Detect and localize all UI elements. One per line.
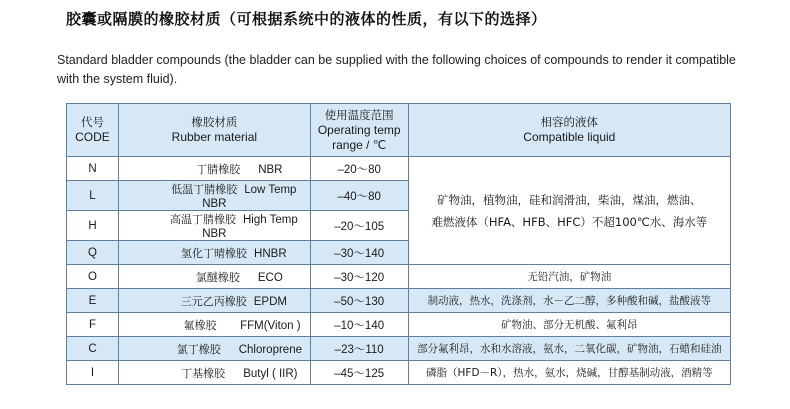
row-material-en: Butyl ( IIR)	[243, 367, 298, 380]
row-range: –45～125	[310, 361, 408, 385]
row-material-en: Low Temp NBR	[202, 184, 297, 210]
row-code: N	[67, 157, 119, 181]
table-row	[67, 157, 731, 181]
row-material-en: ECO	[257, 271, 283, 284]
row-material	[118, 181, 310, 211]
row-liquid: 无铅汽油，矿物油	[408, 265, 730, 289]
table-row	[67, 337, 731, 361]
row-range: –30～120	[310, 265, 408, 289]
header-material-en: Rubber material	[171, 130, 258, 144]
row-range: –40～80	[310, 181, 408, 211]
row-liquid: 矿物油、部分无机酸、氟利昂	[408, 313, 730, 337]
table-row	[67, 289, 731, 313]
compound-table	[66, 103, 731, 385]
row-material-cn: 丁腈橡胶	[196, 162, 241, 176]
shared-liquid-cell	[408, 157, 730, 265]
header-code	[67, 104, 119, 157]
row-code: F	[67, 313, 119, 337]
table-row	[67, 361, 731, 385]
header-temp	[310, 104, 408, 157]
header-temp-cn: 使用温度范围	[324, 107, 394, 122]
header-material	[118, 104, 310, 157]
header-code-cn: 代号	[80, 115, 104, 129]
header-liquid-cn: 相容的液体	[540, 115, 599, 129]
row-range: –20～80	[310, 157, 408, 181]
row-code: C	[67, 337, 119, 361]
row-material-cn: 氢化丁晴橡胶	[181, 246, 248, 260]
row-material-cn: 高温丁腈橡胶	[169, 213, 236, 226]
header-code-en: CODE	[75, 130, 110, 144]
row-code: L	[67, 181, 119, 211]
row-material-en: HNBR	[254, 247, 287, 260]
row-code: E	[67, 289, 119, 313]
row-material	[118, 265, 310, 289]
table-row	[67, 313, 731, 337]
header-temp-en1: Operating temp	[317, 122, 401, 137]
row-material-cn: 三元乙丙橡胶	[180, 294, 247, 308]
row-code: I	[67, 361, 119, 385]
row-material-en: FFM(Viton )	[240, 319, 301, 332]
row-liquid: 磷脂（HFD－R），热水，氨水，烧碱，甘醇基制动液，酒精等	[408, 361, 730, 385]
description: Standard bladder compounds (the bladder can be supplied with the following choices of compounds to render it compatible with the system fluid).	[57, 53, 736, 86]
row-code: Q	[67, 241, 119, 265]
row-range: –10～140	[310, 313, 408, 337]
row-range: –30～140	[310, 241, 408, 265]
row-liquid: 制动液，热水，洗涤剂，水－乙二醇，多种酸和碱，盐酸液等	[408, 289, 730, 313]
row-material-cn: 丁基橡胶	[181, 366, 226, 380]
row-range: –50～130	[310, 289, 408, 313]
row-material-cn: 氯丁橡胶	[176, 342, 221, 356]
shared-liquid-line1: 矿物油，植物油，硅和润滑油，柴油，煤油，燃油、	[437, 192, 702, 207]
row-material-cn: 氟橡胶	[183, 318, 217, 332]
row-material-en: NBR	[258, 163, 283, 176]
row-material	[118, 337, 310, 361]
row-material	[118, 157, 310, 181]
page-title: 胶囊或隔膜的橡胶材质（可根据系统中的液体的性质，有以下的选择）	[66, 10, 547, 28]
header-liquid	[408, 104, 730, 157]
row-material	[118, 241, 310, 265]
header-liquid-en: Compatible liquid	[523, 130, 616, 144]
row-material-en: Chloroprene	[238, 343, 302, 356]
row-code: H	[67, 211, 119, 241]
row-material	[118, 211, 310, 241]
row-code: O	[67, 265, 119, 289]
row-material-cn: 氯醚橡胶	[195, 270, 240, 284]
row-material-cn: 低温丁腈橡胶	[171, 183, 238, 196]
header-material-cn: 橡胶材质	[191, 115, 238, 129]
row-liquid: 部分氟利昂，水和水溶液，氨水，二氧化碳，矿物油，石蜡和硅油	[408, 337, 730, 361]
table-row	[67, 265, 731, 289]
table-header-row	[67, 104, 731, 157]
header-temp-en2: range / ℃	[332, 137, 387, 152]
row-material	[118, 289, 310, 313]
row-material-en: High Temp NBR	[202, 214, 298, 240]
row-material-en: EPDM	[253, 295, 287, 308]
row-material	[118, 361, 310, 385]
row-range: –20～105	[310, 211, 408, 241]
row-range: –23～110	[310, 337, 408, 361]
shared-liquid-line2: 难燃液体（HFA、HFB、HFC）不超100℃水、海水等	[431, 214, 708, 229]
row-material	[118, 313, 310, 337]
